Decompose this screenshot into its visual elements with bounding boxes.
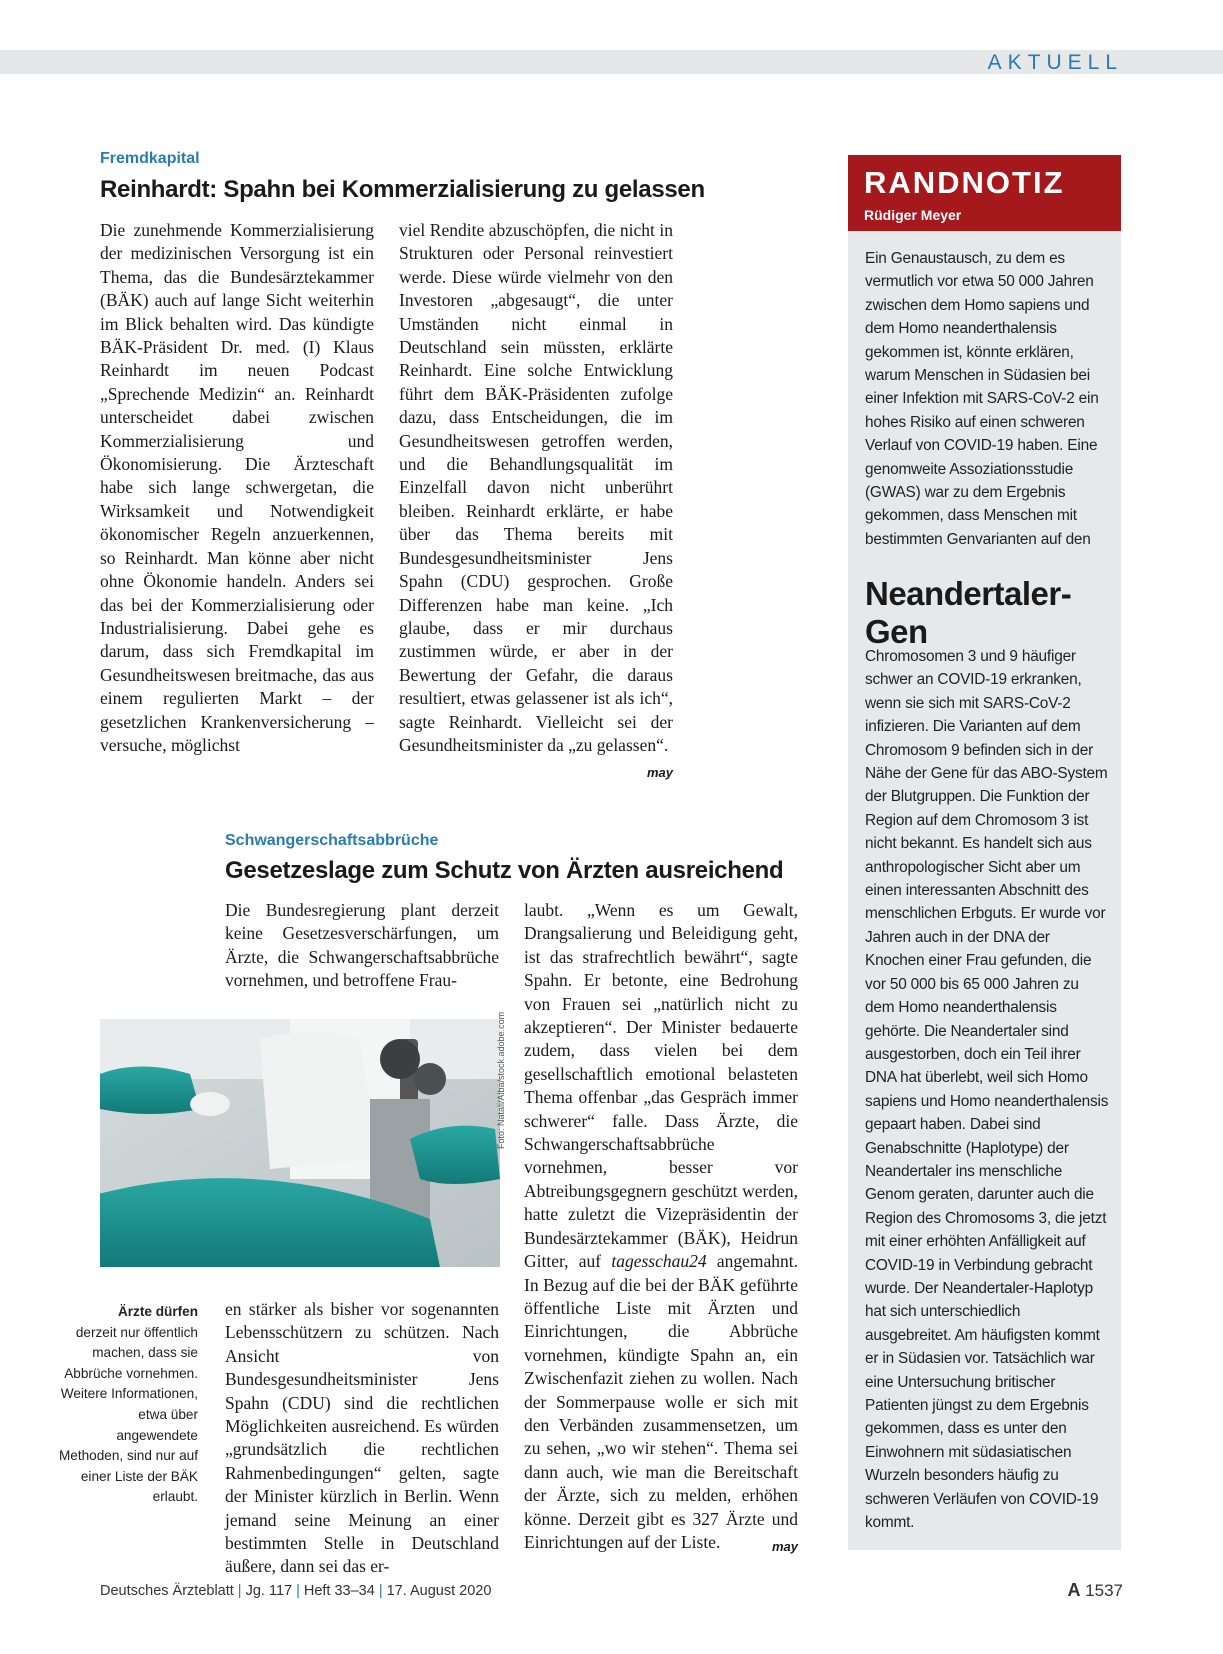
footer-issue: Heft 33–34 xyxy=(303,1583,375,1599)
page-number-value: 1537 xyxy=(1085,1581,1123,1600)
article2-column-2-text-b: angemahnt. In Bezug auf die bei der BÄK geführte öffentliche Liste mit Ärzten und Einrichtungen, die Abbrüche vornehmen, kündigte Spahn an, ein Zwischenfazit ziehen zu wollen. Nach der Sommerpause wolle er sich mit den Verbänden zusammensetzen, um zu sehen, „wo wir stehen“. Thema sei dann auch, wie man die Bereitschaft der Ärzte, sich zu melden, erhöhen könne. Derzeit gibt es 327 Ärzte und Einrichtungen auf der Liste. xyxy=(524,1251,799,1552)
article1-column-2-text: viel Rendite abzuschöpfen, die nicht in Strukturen oder Personal reinvestiert werde. Diese würde vielmehr von den Investoren „abgesaugt“, die unter Umständen nicht einmal in Deutschland sein müssten, erklärte Reinhardt. Eine solche Entwicklung führt dem BÄK-Präsidenten zufolge dazu, dass Entscheidungen, die im Gesundheitswesen getroffen werden, und die Behandlungsqualität im Einzelfall davon nicht unberührt bleiben. Reinhardt erklärte, er habe über das Thema bereits mit Bundesgesundheitsminister Jens Spahn (CDU) gesprochen. Große Differenzen habe man keine. „Ich glaube, dass er mir durchaus zustimmen würde, er aber in der Bewertung der Gefahr, die daraus resultiert, etwas gelassener ist als ich“, sagte Reinhardt. Vielleicht sei der Gesundheitsminister da „zu gelassen“. xyxy=(399,220,673,755)
article2-column-2-italic: tagesschau24 xyxy=(611,1251,707,1272)
randnotiz-box xyxy=(848,155,1121,1550)
gynecological-chair-image xyxy=(100,1019,500,1267)
article2-column-1-top: Die Bundesregierung plant derzeit keine Gesetzesverschärfungen, um Ärzte, die Schwangerschaftsabbrüche vornehmen, und betroffene Frau- xyxy=(225,900,499,991)
article2-photo xyxy=(100,1019,500,1267)
page-number xyxy=(1067,1580,1123,1601)
article2-column-1-bottom: en stärker als bisher vor sogenannten Lebensschützern zu schützen. Nach Ansicht von Bundesgesundheitsminister Jens Spahn (CDU) sind die rechtlichen Möglichkeiten ausreichend. Es würden „grundsätzlich die rechtlichen Rahmenbedingungen“ gelten, sagte der Minister kürzlich in Berlin. Wenn jemand seine Meinung an einer bestimmten Stelle in Deutschland äußere, dann sei das er- xyxy=(225,1299,499,1577)
article1-column-2 xyxy=(399,219,673,785)
article2-column-2-text-a: laubt. „Wenn es um Gewalt, Drangsalierung und Beleidigung geht, ist das strafrechtlich bewährt“, sagte Spahn. Er betonte, eine Bedrohung von Frauen sei „natürlich nicht zu akzeptieren“. Der Minister bedauerte zudem, dass vielen bei dem gesellschaftlich emotional belasteten Thema offenbar „das Gespräch immer schwerer“ falle. Dass Ärzte, die Schwangerschaftsabbrüche vornehmen, besser vor Abtreibungsgegnern geschützt werden, hatte zuletzt die Vizepräsidentin der Bundesärztekammer (BÄK), Heidrun Gitter, auf xyxy=(524,900,798,1272)
article1-signature: may xyxy=(646,765,673,781)
article1-column-1: Die zunehmende Kommerzialisierung der medizinischen Versorgung ist ein Thema, das die Bundesärztekammer (BÄK) auch auf lange Sicht weiterhin im Blick behalten wird. Das kündigte BÄK-Präsident Dr. med. (I) Klaus Reinhardt im neuen Podcast „Sprechende Medizin“ an. Reinhardt unterscheidet dabei zwischen Kommerzialisierung und Ökonomisierung. Die Ärzteschaft habe sich lange schwergetan, die Wirksamkeit und Notwendigkeit ökonomischer Regeln anzuerkennen, so Reinhardt. Man könne aber nicht ohne Ökonomie handeln. Anders sei das bei der Kommerzialisierung oder Industrialisierung. Dabei gehe es darum, dass sich Fremdkapital im Gesundheitswesen breitmache, das aus einem regulierten Markt – der gesetzlichen Krankenversicherung – versuche, möglichst xyxy=(100,220,374,755)
article1-headline: Reinhardt: Spahn bei Kommerzialisierung zu gelassen xyxy=(100,176,705,203)
photo-credit: Foto: Natali/Alba/stock.adobe.com xyxy=(496,1011,506,1149)
article2-signature: may xyxy=(771,1538,798,1554)
randnotiz-headline: Neandertaler-Gen xyxy=(865,575,1072,650)
section-label: AKTUELL xyxy=(987,51,1123,74)
page-prefix: A xyxy=(1067,1580,1081,1600)
article2-column-2 xyxy=(524,899,798,1558)
caption-text: derzeit nur öffentlich machen, dass sie Abbrüche vornehmen. Weitere Informationen, etwa über angewendete Methoden, sind nur auf einer Liste der BÄK erlaubt. xyxy=(58,1324,198,1505)
photo-caption xyxy=(56,1302,198,1508)
article2-kicker: Schwangerschaftsabbrüche xyxy=(225,832,439,849)
randnotiz-author: Rüdiger Meyer xyxy=(864,207,962,223)
randnotiz-title: RANDNOTIZ xyxy=(864,165,1065,200)
article2-headline: Gesetzeslage zum Schutz von Ärzten ausreichend xyxy=(225,857,784,884)
footer-citation: Deutsches Ärzteblatt | Jg. 117 | Heft 33–34 | 17. August 2020 xyxy=(100,1583,492,1599)
footer-volume: Jg. 117 xyxy=(245,1583,293,1599)
footer-date: 17. August 2020 xyxy=(386,1583,492,1599)
randnotiz-intro: Ein Genaustausch, zu dem es vermutlich vor etwa 50 000 Jahren zwischen dem Homo sapiens und dem Homo neanderthalensis gekommen ist, könnte erklären, warum Menschen in Südasien bei einer Infektion mit SARS-CoV-2 ein hohes Risiko auf einen schweren Verlauf von COVID-19 haben. Eine genomweite Assoziationsstudie (GWAS) war zu dem Ergebnis gekommen, dass Menschen mit bestimmten Genvarianten auf den xyxy=(865,250,1099,548)
caption-lead: Ärzte dürfen xyxy=(117,1304,198,1319)
footer-journal: Deutsches Ärzteblatt xyxy=(100,1583,234,1599)
randnotiz-header xyxy=(848,155,1121,231)
article1-kicker: Fremdkapital xyxy=(100,150,200,167)
randnotiz-body: Chromosomen 3 und 9 häufiger schwer an COVID-19 erkranken, wenn sie sich mit SARS-CoV-2 infizieren. Die Varianten auf dem Chromosom 9 befinden sich in der Nähe der Gene für das ABO-System der Blutgruppen. Die Funktion der Region auf dem Chromosom 3 ist nicht bekannt. Es handelt sich aus anthropologischer Sicht aber um einen interessanten Abschnitt des menschlichen Erbguts. Er wurde vor Jahren auch in der DNA der Knochen einer Frau gefunden, die vor 50 000 bis 65 000 Jahren zu dem Homo neanderthalensis gehörte. Die Neandertaler sind ausgestorben, doch ein Teil ihrer DNA hat überlebt, weil sich Homo sapiens und Homo neanderthalensis gepaart haben. Dabei sind Genabschnitte (Haplotype) der Neandertaler ins menschliche Genom geraten, darunter auch die Region des Chromosoms 3, die jetzt mit einer erhöhten Anfälligkeit auf COVID-19 in Verbindung gebracht wurde. Der Neandertaler-Haplotyp hat sich unterschiedlich ausgebreitet. Am häufigsten kommt er in Südasien vor. Tatsächlich war eine Untersuchung britischer Patienten jüngst zu dem Ergebnis gekommen, dass es unter den Einwohnern mit südasiatischen Wurzeln besonders häufig zu schweren Verläufen von COVID-19 kommt. xyxy=(865,648,1109,1532)
